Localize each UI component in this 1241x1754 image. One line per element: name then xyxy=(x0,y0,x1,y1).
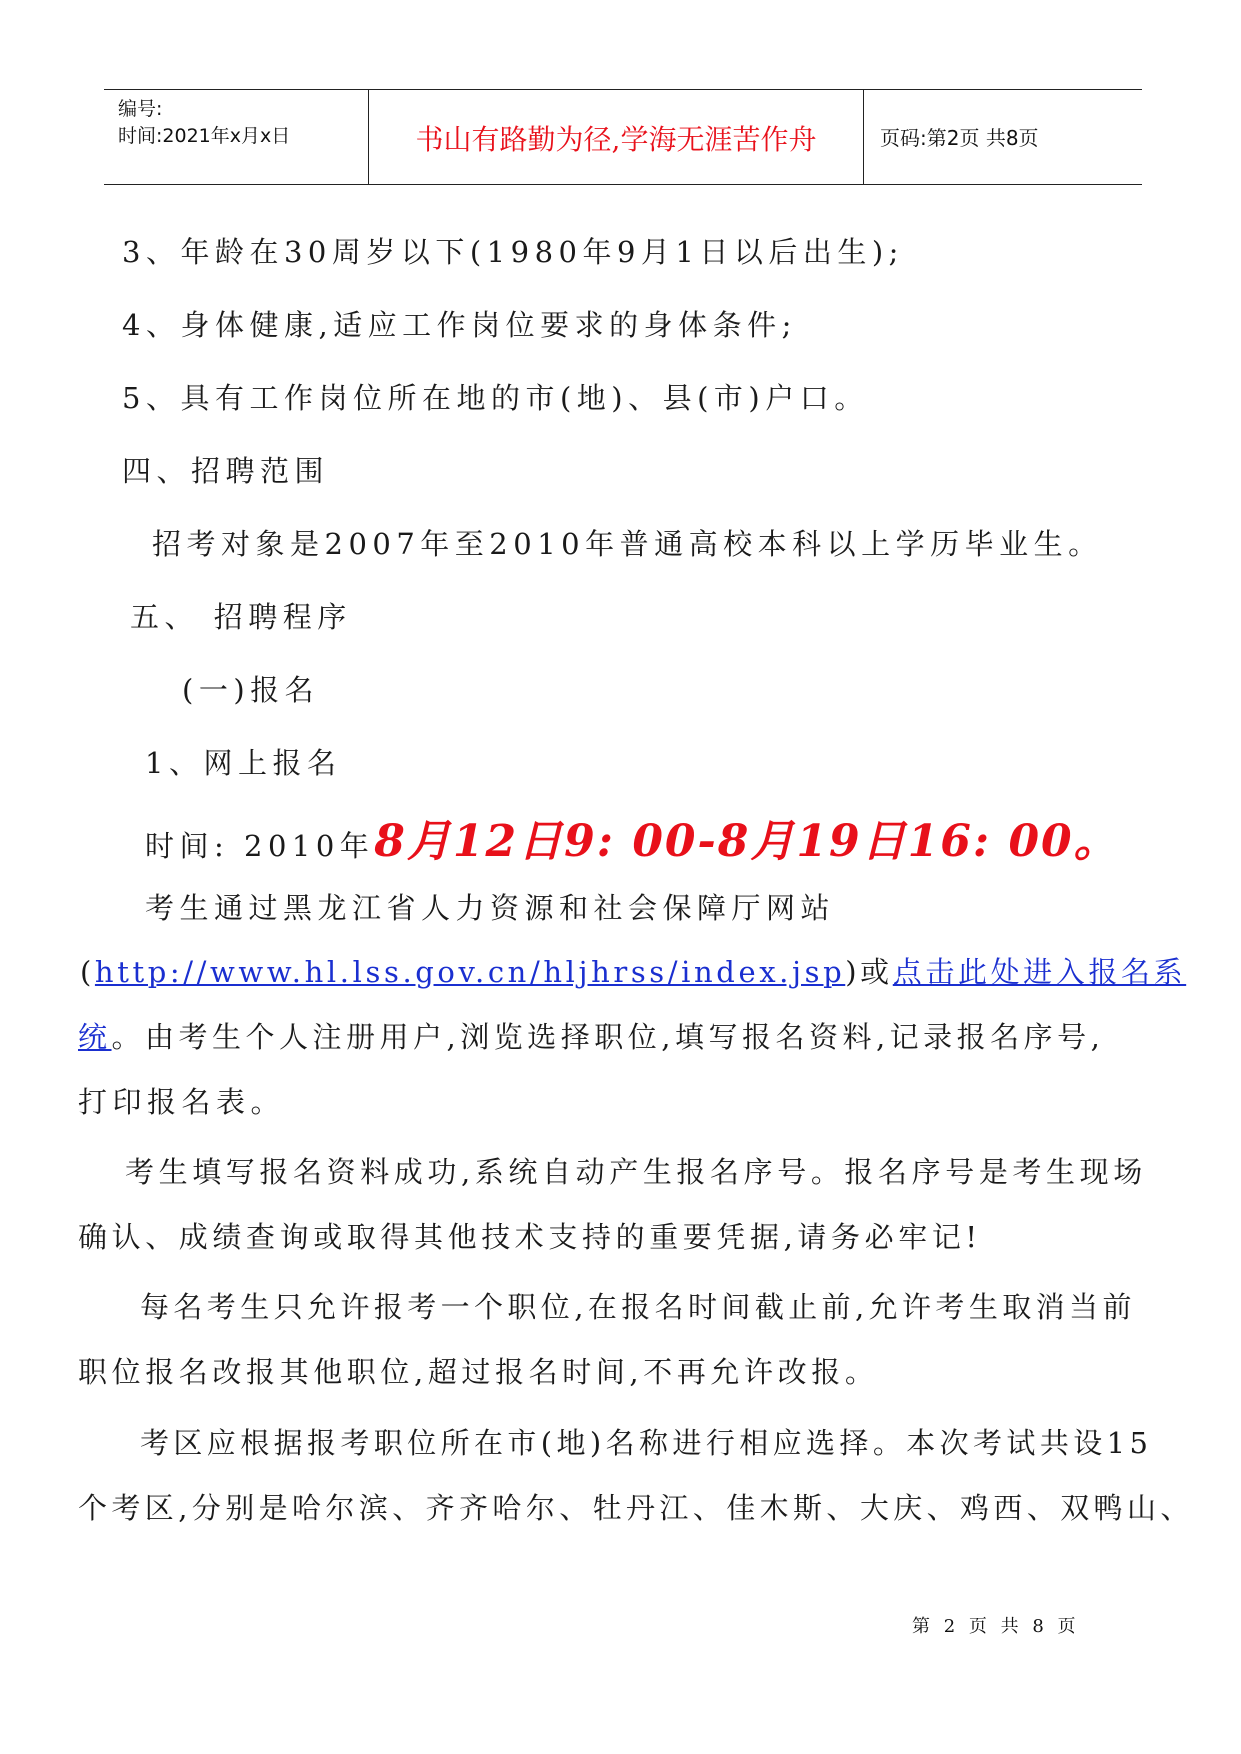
serial-paragraph-line-1: 考生填写报名资料成功,系统自动产生报名序号。报名序号是考生现场 xyxy=(125,1155,1147,1189)
requirement-residence: 5、具有工作岗位所在地的市(地)、县(市)户口。 xyxy=(122,381,869,415)
url-open-paren: ( xyxy=(80,955,95,989)
document-time-label: 时间:2021年x月x日 xyxy=(118,125,291,147)
scope-paragraph: 招考对象是2007年至2010年普通高校本科以上学历毕业生。 xyxy=(152,527,1103,561)
item-online-registration: 1、网上报名 xyxy=(145,746,342,780)
header-page-cell xyxy=(864,90,1142,184)
section-heading-scope: 四、招聘范围 xyxy=(122,454,330,488)
url-line xyxy=(80,950,1186,991)
website-intro: 考生通过黑龙江省人力资源和社会保障厅网站 xyxy=(145,891,836,925)
header-table xyxy=(104,89,1142,185)
header-page-number: 页码:第2页 共8页 xyxy=(880,126,1039,150)
print-form-line: 打印报名表。 xyxy=(78,1085,286,1119)
registration-time-highlight: 8月12日9: 00-8月19日16: 00。 xyxy=(374,816,1120,867)
registration-time-prefix: 时间: 2010年 xyxy=(145,829,375,863)
motto-text: 书山有路勤为径,学海无涯苦作舟 xyxy=(415,123,817,156)
requirement-health: 4、身体健康,适应工作岗位要求的身体条件; xyxy=(122,308,797,342)
requirement-age: 3、年龄在30周岁以下(1980年9月1日以后出生); xyxy=(122,235,904,269)
registration-time-line xyxy=(145,805,1120,869)
one-position-paragraph-line-2: 职位报名改报其他职位,超过报名时间,不再允许改报。 xyxy=(78,1355,879,1389)
registration-instructions: 。由考生个人注册用户,浏览选择职位,填写报名资料,记录报名序号, xyxy=(111,1020,1105,1054)
subsection-registration: (一)报名 xyxy=(182,673,320,707)
document-number-label: 编号: xyxy=(118,98,163,120)
registration-system-link-continued[interactable]: 统 xyxy=(78,1020,112,1054)
section-heading-procedure: 五、 招聘程序 xyxy=(130,600,352,634)
one-position-paragraph-line-1: 每名考生只允许报考一个职位,在报名时间截止前,允许考生取消当前 xyxy=(140,1290,1136,1324)
registration-instructions-line xyxy=(78,1015,1104,1056)
website-url-link[interactable]: http://www.hl.lss.gov.cn/hljhrss/index.jsp xyxy=(94,955,846,989)
exam-area-paragraph-line-1: 考区应根据报考职位所在市(地)名称进行相应选择。本次考试共设15 xyxy=(140,1426,1153,1460)
url-close-paren: )或 xyxy=(845,955,893,989)
exam-area-paragraph-line-2: 个考区,分别是哈尔滨、齐齐哈尔、牡丹江、佳木斯、大庆、鸡西、双鸭山、 xyxy=(78,1491,1194,1525)
serial-paragraph-line-2: 确认、成绩查询或取得其他技术支持的重要凭据,请务必牢记! xyxy=(78,1220,982,1254)
footer-page-number: 第 2 页 共 8 页 xyxy=(912,1616,1080,1637)
registration-system-link[interactable]: 点击此处进入报名系 xyxy=(892,955,1187,989)
header-info-cell xyxy=(104,90,369,184)
header-motto-cell xyxy=(369,90,864,184)
